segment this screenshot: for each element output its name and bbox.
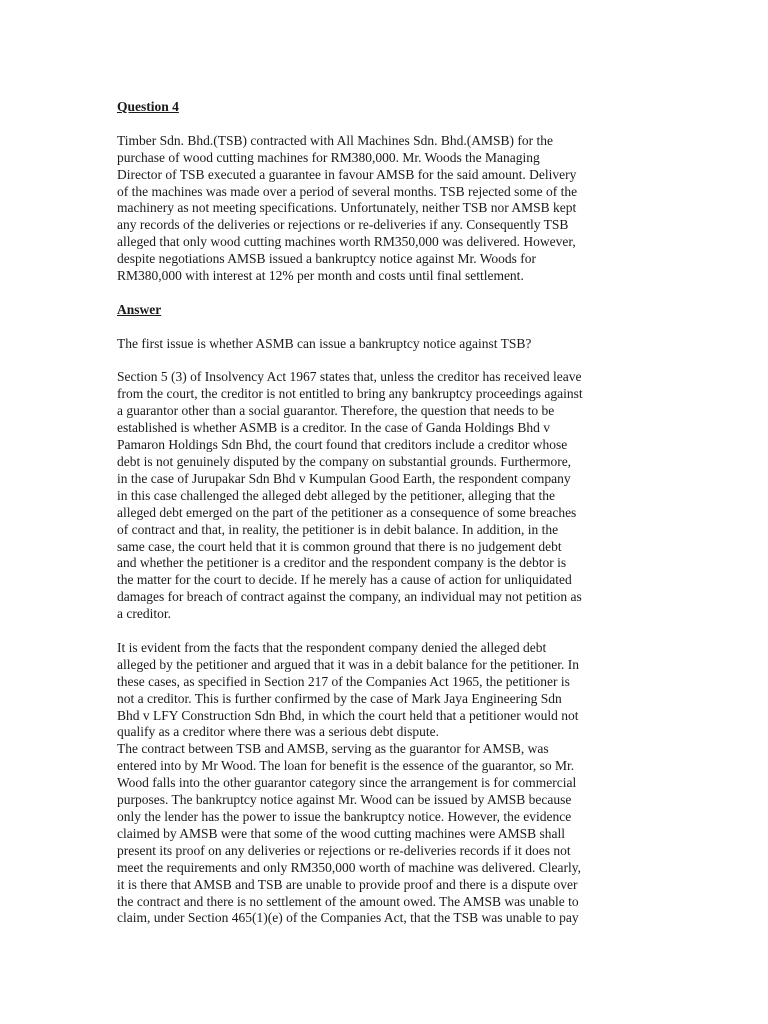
answer-intro: The first issue is whether ASMB can issue a bankruptcy notice against TSB? xyxy=(117,335,532,351)
spacer xyxy=(117,116,657,133)
spacer xyxy=(117,353,657,370)
answer-paragraph-2: It is evident from the facts that the respondent company denied the alleged debt alleged by the petitioner and argued that it was in a debit balance for the petitioner. In these cases, as specified in Section 217 of the Companies Act 1965, the petitioner is not a creditor. This is further confirmed by the case of Mark Jaya Engineering Sdn Bhd v LFY Construction Sdn Bhd, in which the court held that a petitioner would not qualify as a creditor where there was a serious debt dispute. xyxy=(117,639,579,740)
spacer xyxy=(117,285,657,302)
document-body xyxy=(117,99,657,927)
question-heading: Question 4 xyxy=(117,99,179,114)
answer-heading: Answer xyxy=(117,301,162,317)
answer-paragraph-3: The contract between TSB and AMSB, serving as the guarantor for AMSB, was entered into by Mr Wood. The loan for benefit is the essence of the guarantor, so Mr. Wood falls into the other guarantor category since the arrangement is for commercial purposes. The bankruptcy notice against Mr. Wood can be issued by AMSB because only the lender has the power to issue the bankruptcy notice. However, the evidence claimed by AMSB were that some of the wood cutting machines were AMSB shall present its proof on any deliveries or rejections or re-deliveries records if it does not meet the requirements and only RM350,000 worth of machine was delivered. Clearly, it is there that AMSB and TSB are unable to provide proof and there is a dispute over the contract and there is no settlement of the amount owed. The AMSB was unable to claim, under Section 465(1)(e) of the Companies Act, that the TSB was unable to pay xyxy=(117,741,581,926)
answer-paragraph-1: Section 5 (3) of Insolvency Act 1967 states that, unless the creditor has received leave from the court, the creditor is not entitled to bring any bankruptcy proceedings against a guarantor other than a social guarantor. Therefore, the question that needs to be established is whether ASMB is a creditor. In the case of Ganda Holdings Bhd v Pamaron Holdings Sdn Bhd, the court found that creditors include a creditor whose debt is not genuinely disputed by the company on substantial grounds. Furthermore, in the case of Jurupakar Sdn Bhd v Kumpulan Good Earth, the respondent company in this case challenged the alleged debt alleged by the petitioner, alleging that the alleged debt emerged on the part of the petitioner as a consequence of some breaches of contract and that, in reality, the petitioner is in debit balance. In addition, in the same case, the court held that it is common ground that there is no judgement debt and whether the petitioner is a creditor and the respondent company is the debtor is the matter for the court to decide. If he merely has a cause of action for unliquidated damages for breach of contract against the company, an individual may not petition as a creditor. xyxy=(117,369,583,622)
spacer xyxy=(117,623,657,640)
question-text: Timber Sdn. Bhd.(TSB) contracted with All Machines Sdn. Bhd.(AMSB) for the purchase of wood cutting machines for RM380,000. Mr. Woods the Managing Director of TSB executed a guarantee in favour AMSB for the said amount. Delivery of the machines was made over a period of several months. TSB rejected some of the machinery as not meeting specifications. Unfortunately, neither TSB nor AMSB kept any records of the deliveries or rejections or re-deliveries if any. Consequently TSB alleged that only wood cutting machines worth RM350,000 was delivered. However, despite negotiations AMSB issued a bankruptcy notice against Mr. Woods for RM380,000 with interest at 12% per month and costs until final settlement. xyxy=(117,132,578,284)
spacer xyxy=(117,319,657,336)
